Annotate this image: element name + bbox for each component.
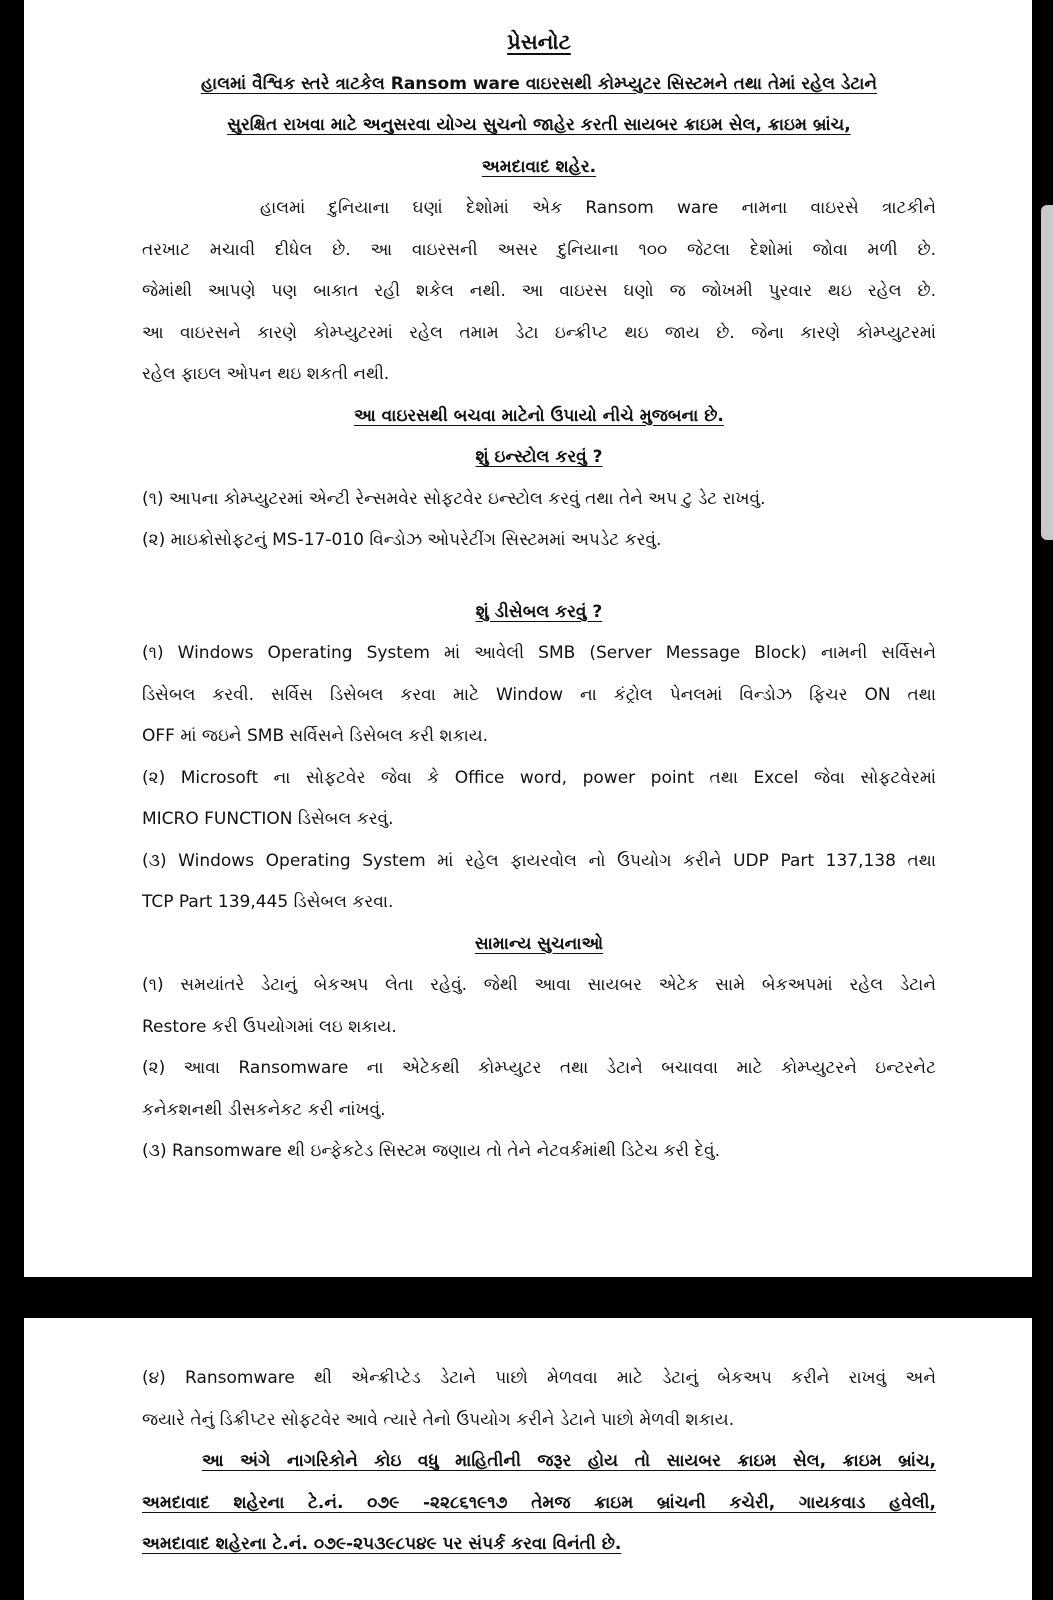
disable-line-3: OFF માં જઇને SMB સર્વિસને ડિસેબલ કરી શકાય. (142, 726, 489, 746)
contact-line-2: અમદાવાદ શહેરના ટે.નં. ૦૭૯ -૨૨૮૬૧૯૧૭ તેમજ ક્રાઇમ બ્રાંચની કચેરી, ગાયકવાડ હવેલી, (142, 1492, 936, 1513)
intro-line-4: આ વાઇરસને કારણે કોમ્પ્યુટરમાં રહેલ તમામ ડેટા ઇન્ક્રીપ્ટ થઇ જાય છે. જેના કારણે કોમ્પ્યુટરમાં (142, 322, 936, 343)
disable-line-1: (૧) Windows Operating System માં આવેલી SMB (Server Message Block) નામની સર્વિસને (142, 643, 936, 663)
general-line-4: કનેકશનથી ડીસકનેકટ કરી નાંખવું. (142, 1099, 386, 1120)
disable-line-4: (૨) Microsoft ના સોફટવેર જેવા કે Office word, power point તથા Excel જેવા સોફટવેરમાં (142, 767, 936, 788)
disable-line-2: ડિસેબલ કરવી. સર્વિસ ડિસેબલ કરવા માટે Window ના કંટ્રોલ પેનલમાં વિન્ડોઝ ફિચર ON તથા (142, 684, 936, 705)
remedy-heading: આ વાઇરસથી બચવા માટેનો ઉપાયો નીચે મુજબના છે. (354, 405, 724, 426)
general-line-3: (૨) આવા Ransomware ના એટેકથી કોમ્પ્યુટર તથા ડેટાને બચાવવા માટે કોમ્પ્યુટરને ઇન્ટરનેટ (142, 1058, 936, 1078)
general-item-4-line-1: (૪) Ransomware થી એન્ક્રીપ્ટેડ ડેટાને પાછો મેળવવા માટે ડેટાનું બેકઅપ કરીને રાખવું અને (142, 1368, 936, 1388)
disable-heading: શું ડીસેબલ કરવું ? (475, 601, 603, 622)
install-item-2: (૨) માઇક્રોસોફટનું MS-17-010 વિન્ડોઝ ઓપરેટીંગ સિસ્ટમમાં અપડેટ કરવું. (142, 530, 662, 550)
section-gap (142, 562, 936, 592)
general-line-2: Restore કરી ઉપયોગમાં લઇ શકાય. (142, 1016, 397, 1037)
general-line-5: (૩) Ransomware થી ઇન્ફેકટેડ સિસ્ટમ જણાય તો તેને નેટવર્કમાંથી ડિટેચ કરી દેવું. (142, 1141, 721, 1161)
heading-line-2: સુરક્ષિત રાખવા માટે અનુસરવા યોગ્ય સુચનો જાહેર કરતી સાયબર ક્રાઇમ સેલ, ક્રાઇમ બ્રાંચ, (227, 115, 851, 135)
document-page-1 (24, 0, 1032, 1277)
general-heading: સામાન્ય સુચનાઓ (474, 933, 604, 954)
intro-line-1: હાલમાં દુનિયાના ઘણાં દેશોમાં એક Ransom ware નામના વાઇરસે ત્રાટકીને (260, 198, 936, 218)
general-line-1: (૧) સમયાંતરે ડેટાનું બેકઅપ લેતા રહેવું. જેથી આવા સાયબર એટેક સામે બેકઅપમાં રહેલ ડેટાને (142, 975, 936, 995)
heading-line-1: હાલમાં વૈશ્વિક સ્તરે ત્રાટકેલ Ransom ware વાઇરસથી કોમ્પ્યુટર સિસ્ટમને તથા તેમાં રહેલ ડેટાને (200, 73, 878, 94)
disable-line-7: TCP Part 139,445 ડિસેબલ કરવા. (142, 892, 394, 912)
document-page-2 (24, 1318, 1032, 1600)
scrollbar-handle[interactable] (1041, 205, 1053, 540)
install-item-1: (૧) આપના કોમ્પ્યુટરમાં એન્ટી રેન્સમવેર સોફટવેર ઇન્સ્ટોલ કરવું તથા તેને અપ ટુ ડેટ રાખવું. (142, 488, 766, 509)
intro-line-2: તરખાટ મચાવી દીધેલ છે. આ વાઇરસની અસર દુનિયાના ૧૦૦ જેટલા દેશોમાં જોવા મળી છે. (142, 239, 936, 260)
disable-line-6: (૩) Windows Operating System માં રહેલ ફાયરવોલ નો ઉપયોગ કરીને UDP Part 137,138 તથા (142, 850, 936, 871)
install-heading: શું ઇન્સ્ટોલ કરવું ? (475, 447, 603, 467)
press-note-title: પ્રેસનોટ (507, 30, 571, 54)
contact-line-1: આ અંગે નાગરિકોને કોઇ વધુ માહિતીની જરૂર હોય તો સાયબર ક્રાઇમ સેલ, ક્રાઇમ બ્રાંચ, (202, 1451, 936, 1471)
general-item-4-line-2: જયારે તેનું ડિક્રીપ્ટર સોફટવેર આવે ત્યારે તેનો ઉપયોગ કરીને ડેટાને પાછો મેળવી શકાય. (142, 1409, 735, 1430)
page-1-content (142, 22, 936, 1173)
intro-line-5: રહેલ ફાઇલ ઓપન થઇ શકતી નથી. (142, 364, 390, 384)
intro-line-3: જેમાંથી આપણે પણ બાકાત રહી શકેલ નથી. આ વાઇરસ ઘણો જ જોખમી પુરવાર થઇ રહેલ છે. (142, 281, 936, 301)
disable-line-5: MICRO FUNCTION ડિસેબલ કરવું. (142, 809, 394, 829)
page-2-content (142, 1358, 936, 1566)
heading-line-3: અમદાવાદ શહેર. (481, 156, 597, 177)
contact-line-3: અમદાવાદ શહેરના ટે.નં. ૦૭૯-૨૫૩૯૮૫૪૯ પર સંપર્ક કરવા વિનંતી છે. (142, 1534, 622, 1554)
